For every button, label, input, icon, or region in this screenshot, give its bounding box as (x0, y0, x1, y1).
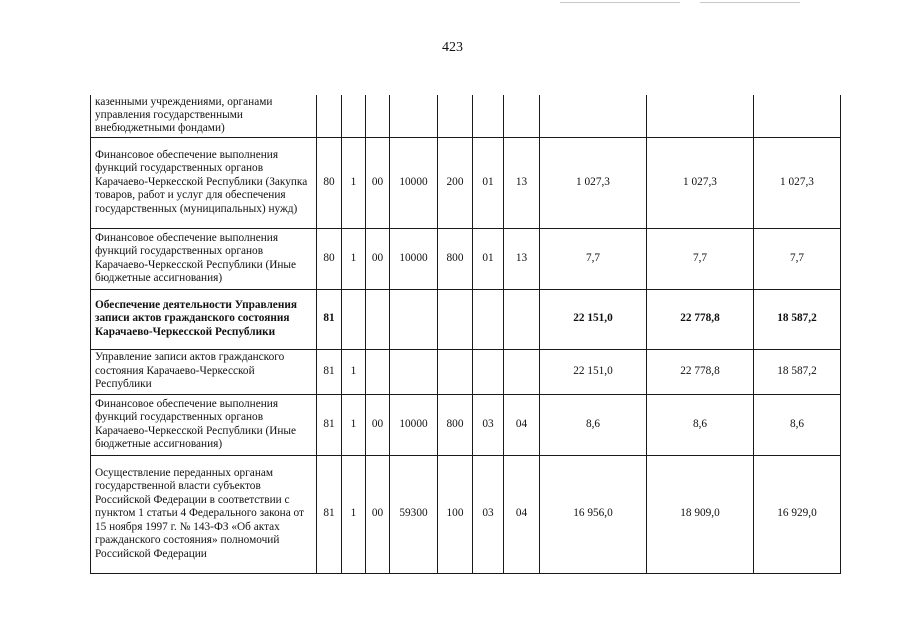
amount-year-3: 18 587,2 (754, 289, 841, 349)
code-gr (317, 95, 342, 137)
amount-year-3: 8,6 (754, 394, 841, 455)
code-section (473, 349, 504, 394)
code-subsection (504, 95, 540, 137)
code-rz: 1 (342, 394, 366, 455)
code-gr: 80 (317, 228, 342, 289)
code-vr: 200 (438, 137, 473, 228)
amount-year-3: 18 587,2 (754, 349, 841, 394)
table-row (91, 394, 841, 455)
amount-year-1: 16 956,0 (540, 455, 647, 573)
amount-year-2: 1 027,3 (647, 137, 754, 228)
amount-year-1 (540, 95, 647, 137)
code-subsection: 13 (504, 137, 540, 228)
row-description: Финансовое обеспечение выполнения функций государственных органов Карачаево-Черкесской Республики (Иные бюджетные ассигнования) (91, 228, 317, 289)
code-section (473, 95, 504, 137)
code-direction (390, 95, 438, 137)
amount-year-3 (754, 95, 841, 137)
code-gr: 81 (317, 289, 342, 349)
amount-year-1: 22 151,0 (540, 349, 647, 394)
code-rz: 1 (342, 228, 366, 289)
amount-year-3: 7,7 (754, 228, 841, 289)
amount-year-1: 1 027,3 (540, 137, 647, 228)
code-prog (366, 349, 390, 394)
table-row (91, 228, 841, 289)
code-direction: 10000 (390, 137, 438, 228)
code-rz (342, 289, 366, 349)
code-prog: 00 (366, 137, 390, 228)
code-prog: 00 (366, 394, 390, 455)
code-direction (390, 349, 438, 394)
code-vr: 800 (438, 228, 473, 289)
table-row (91, 95, 841, 137)
amount-year-2: 7,7 (647, 228, 754, 289)
code-vr (438, 289, 473, 349)
amount-year-3: 1 027,3 (754, 137, 841, 228)
row-description: Финансовое обеспечение выполнения функций государственных органов Карачаево-Черкесской Республики (Закупка товаров, работ и услуг для обеспечения государственных (муниципальных) нужд) (91, 137, 317, 228)
code-section: 03 (473, 455, 504, 573)
code-section: 01 (473, 228, 504, 289)
row-description: Обеспечение деятельности Управления записи актов гражданского состояния Карачаево-Черкесской Республики (91, 289, 317, 349)
row-description: Финансовое обеспечение выполнения функций государственных органов Карачаево-Черкесской Республики (Иные бюджетные ассигнования) (91, 394, 317, 455)
code-section: 03 (473, 394, 504, 455)
code-prog: 00 (366, 228, 390, 289)
code-gr: 80 (317, 137, 342, 228)
code-rz: 1 (342, 455, 366, 573)
code-direction (390, 289, 438, 349)
code-vr: 800 (438, 394, 473, 455)
amount-year-2: 22 778,8 (647, 289, 754, 349)
table-row (91, 289, 841, 349)
page-number: 423 (442, 40, 463, 55)
amount-year-2: 22 778,8 (647, 349, 754, 394)
code-prog: 00 (366, 455, 390, 573)
code-gr: 81 (317, 455, 342, 573)
amount-year-3: 16 929,0 (754, 455, 841, 573)
scan-edge-line (560, 2, 680, 3)
code-section: 01 (473, 137, 504, 228)
row-description: казенными учреждениями, органами управления государственными внебюджетными фондами) (91, 95, 317, 137)
code-section (473, 289, 504, 349)
code-direction: 59300 (390, 455, 438, 573)
table-row (91, 137, 841, 228)
code-subsection: 13 (504, 228, 540, 289)
table-row (91, 455, 841, 573)
code-prog (366, 289, 390, 349)
code-vr (438, 95, 473, 137)
code-subsection: 04 (504, 455, 540, 573)
code-subsection (504, 289, 540, 349)
code-direction: 10000 (390, 394, 438, 455)
table-row (91, 349, 841, 394)
amount-year-1: 7,7 (540, 228, 647, 289)
code-vr: 100 (438, 455, 473, 573)
code-rz: 1 (342, 137, 366, 228)
amount-year-1: 22 151,0 (540, 289, 647, 349)
amount-year-2 (647, 95, 754, 137)
code-direction: 10000 (390, 228, 438, 289)
code-rz: 1 (342, 349, 366, 394)
row-description: Осуществление переданных органам государственной власти субъектов Российской Федерации в соответствии с пунктом 1 статьи 4 Федерального закона от 15 ноября 1997 г. № 143-ФЗ «Об актах гражданского состояния» полномочий Российской Федерации (91, 455, 317, 573)
code-prog (366, 95, 390, 137)
amount-year-2: 8,6 (647, 394, 754, 455)
budget-table (90, 95, 841, 574)
amount-year-2: 18 909,0 (647, 455, 754, 573)
row-description: Управление записи актов гражданского состояния Карачаево-Черкесской Республики (91, 349, 317, 394)
amount-year-1: 8,6 (540, 394, 647, 455)
code-gr: 81 (317, 349, 342, 394)
table-body (91, 95, 841, 573)
code-vr (438, 349, 473, 394)
scan-edge-line (700, 2, 800, 3)
code-subsection (504, 349, 540, 394)
code-rz (342, 95, 366, 137)
code-subsection: 04 (504, 394, 540, 455)
code-gr: 81 (317, 394, 342, 455)
